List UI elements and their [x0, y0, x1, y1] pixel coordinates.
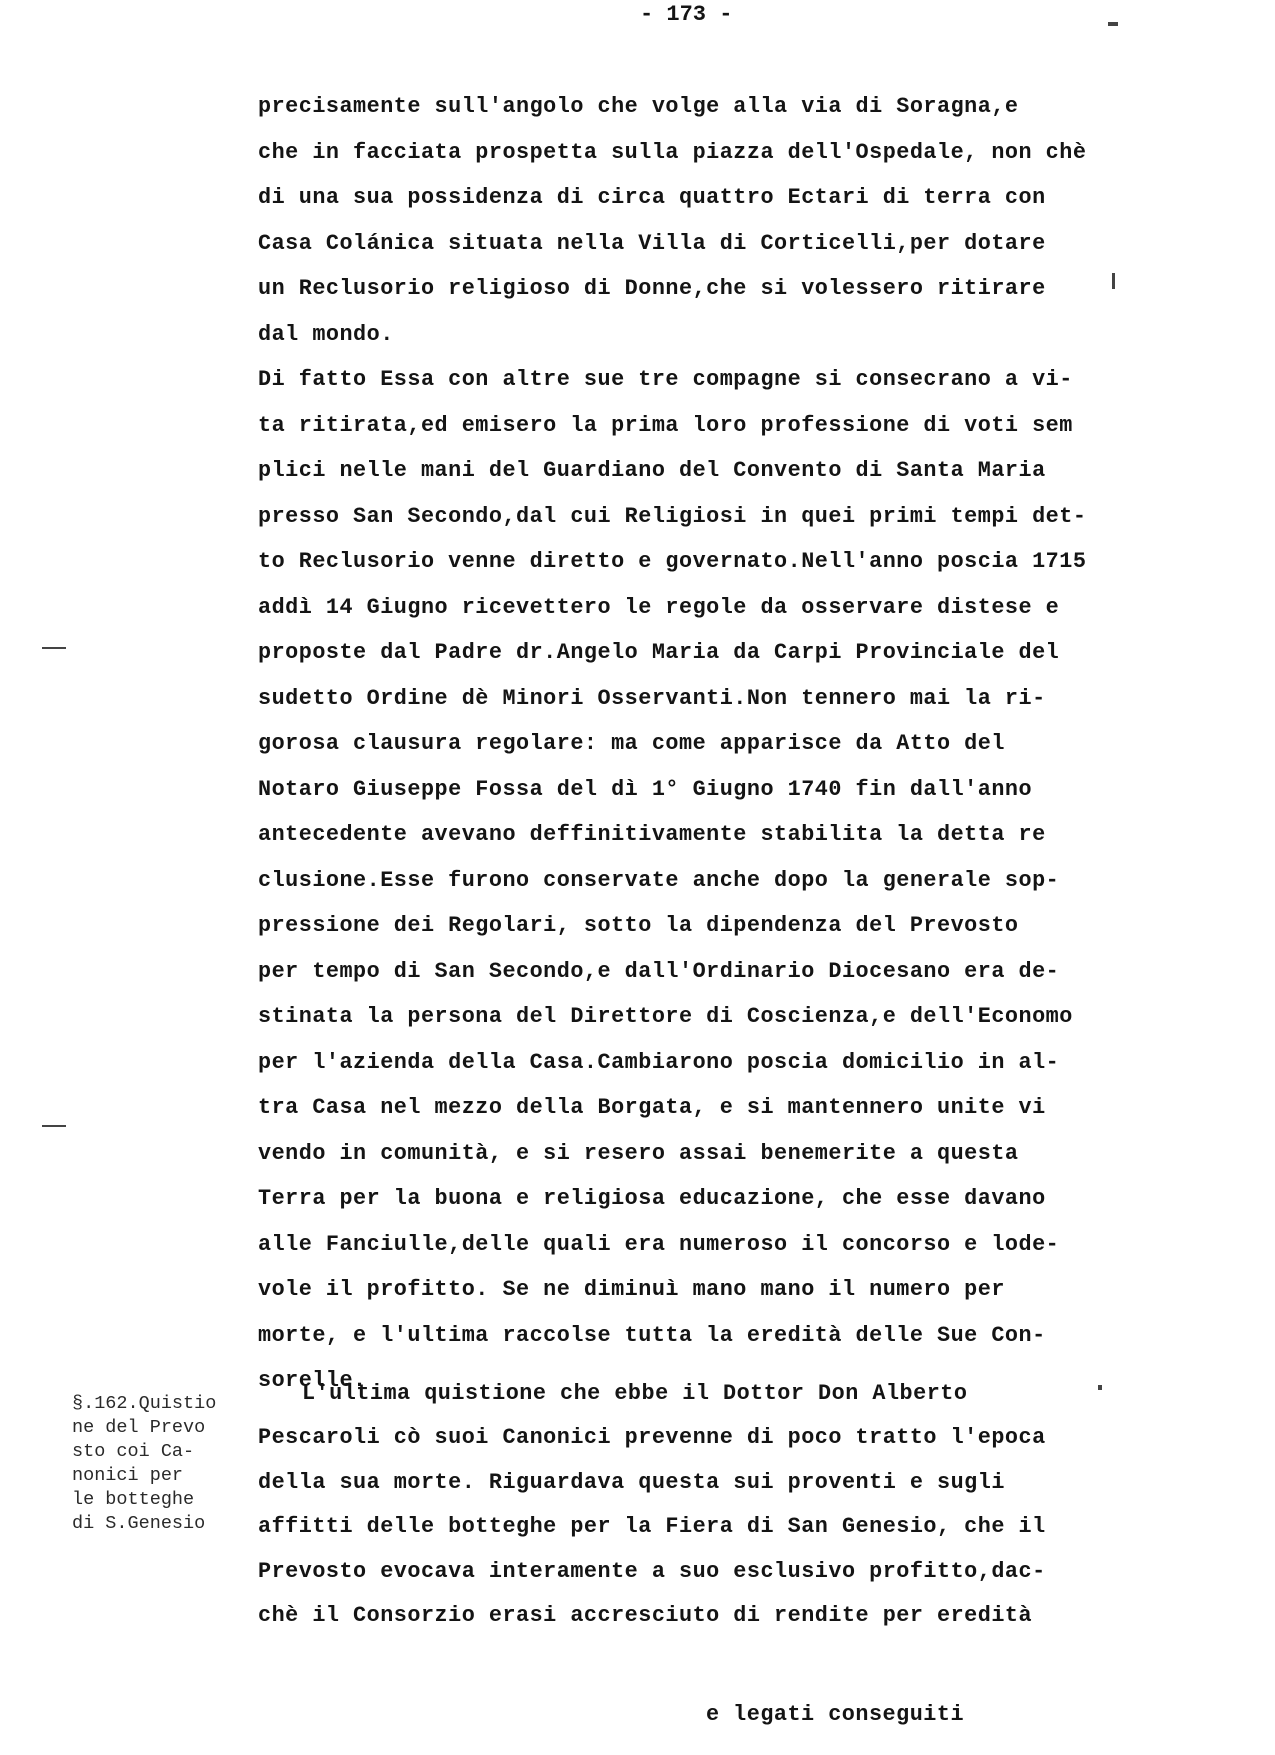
page-number: - 173 - [640, 2, 733, 27]
scan-mark [1112, 273, 1115, 289]
scan-mark [1098, 1385, 1102, 1390]
scan-mark [1108, 22, 1118, 26]
text-line: clusione.Esse furono conservate anche dopo la generale sop- [258, 867, 1060, 893]
text-line: un Reclusorio religioso di Donne,che si volessero ritirare [258, 276, 1046, 301]
margin-note-line: le botteghe [72, 1489, 195, 1510]
margin-note-line: sto coi Ca- [72, 1441, 195, 1462]
text-line: per l'azienda della Casa.Cambiarono poscia domicilio in al- [258, 1049, 1060, 1075]
catchword: e legati conseguiti [706, 1702, 965, 1727]
text-line: proposte dal Padre dr.Angelo Maria da Carpi Provinciale del [258, 640, 1060, 665]
text-line: Notaro Giuseppe Fossa del dì 1° Giugno 1740 fin dall'anno [258, 776, 1033, 802]
text-line: tra Casa nel mezzo della Borgata, e si mantennero unite vi [258, 1095, 1046, 1120]
text-line: vole il profitto. Se ne diminuì mano mano il numero per [258, 1277, 1005, 1302]
text-line: vendo in comunità, e si resero assai benemerite a questa [258, 1140, 1019, 1166]
text-line: dal mondo. [258, 321, 394, 347]
text-line: to Reclusorio venne diretto e governato.Nell'anno poscia 1715 [258, 549, 1087, 574]
main-paragraph [258, 84, 1218, 1404]
text-line: di una sua possidenza di circa quattro Ectari di terra con [258, 185, 1046, 210]
text-line: precisamente sull'angolo che volge alla via di Soragna,e [258, 94, 1019, 119]
text-line: Terra per la buona e religiosa educazione, che esse davano [258, 1186, 1046, 1211]
margin-note-line: ne del Prevo [72, 1417, 206, 1438]
text-line: sudetto Ordine dè Minori Osservanti.Non tennero mai la ri- [258, 685, 1046, 711]
text-line: L'ultima quistione che ebbe il Dottor Don Alberto [302, 1381, 968, 1406]
text-line: per tempo di San Secondo,e dall'Ordinario Diocesano era de- [258, 958, 1060, 984]
text-line: plici nelle mani del Guardiano del Convento di Santa Maria [258, 458, 1046, 483]
text-line: Pescaroli cò suoi Canonici prevenne di poco tratto l'epoca [258, 1425, 1046, 1450]
text-line: presso San Secondo,dal cui Religiosi in quei primi tempi det- [258, 503, 1087, 529]
text-line: che in facciata prospetta sulla piazza dell'Ospedale, non chè [258, 139, 1087, 165]
scan-mark [42, 1125, 66, 1127]
text-line: gorosa clausura regolare: ma come apparisce da Atto del [258, 731, 1005, 756]
text-line: stinata la persona del Direttore di Coscienza,e dell'Economo [258, 1004, 1073, 1029]
text-line: addì 14 Giugno ricevettero le regole da osservare distese e [258, 594, 1060, 620]
text-line: ta ritirata,ed emisero la prima loro professione di voti sem [258, 412, 1073, 438]
text-line: Prevosto evocava interamente a suo esclusivo profitto,dac- [258, 1559, 1046, 1584]
text-line: della sua morte. Riguardava questa sui proventi e sugli [258, 1470, 1005, 1495]
margin-note [72, 1392, 216, 1536]
margin-note-line: nonici per [72, 1465, 184, 1486]
text-line: affitti delle botteghe per la Fiera di San Genesio, che il [258, 1514, 1046, 1539]
text-line: morte, e l'ultima raccolse tutta la eredità delle Sue Con- [258, 1322, 1046, 1348]
text-line: Di fatto Essa con altre sue tre compagne si consecrano a vi- [258, 367, 1073, 392]
text-line: sorelle. [258, 1368, 367, 1393]
margin-note-line: di S.Genesio [72, 1513, 206, 1534]
text-line: pressione dei Regolari, sotto la dipendenza del Prevosto [258, 913, 1019, 938]
scan-mark [42, 647, 66, 649]
text-line: alle Fanciulle,delle quali era numeroso il concorso e lode- [258, 1231, 1060, 1257]
margin-note-line: §.162.Quistio [72, 1393, 217, 1414]
text-line: antecedente avevano deffinitivamente stabilita la detta re [258, 822, 1046, 847]
text-line: Casa Colánica situata nella Villa di Corticelli,per dotare [258, 230, 1046, 256]
text-line: chè il Consorzio erasi accresciuto di rendite per eredità [258, 1603, 1033, 1628]
